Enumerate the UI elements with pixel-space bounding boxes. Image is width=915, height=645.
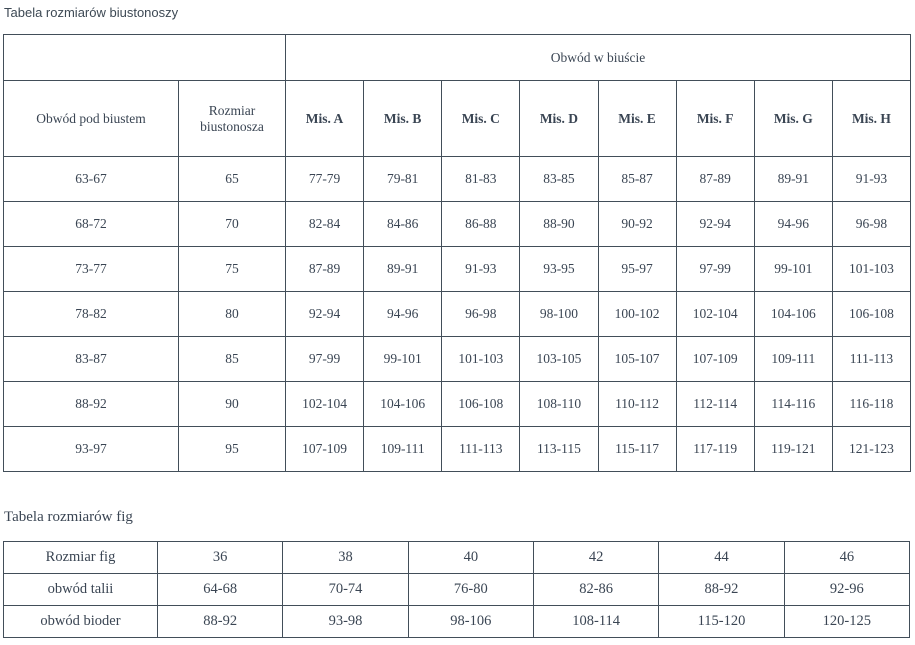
bra-table-cell: 93-97 (4, 427, 179, 472)
bra-table-cell: 96-98 (832, 202, 910, 247)
bra-table-cell: 94-96 (754, 202, 832, 247)
bra-table-cell: 117-119 (676, 427, 754, 472)
bra-table-cell: 68-72 (4, 202, 179, 247)
cup-column-header-e: Mis. E (598, 81, 676, 157)
bra-size-table (3, 34, 911, 472)
bra-table-cell: 79-81 (364, 157, 442, 202)
fig-table-cell: 92-96 (784, 574, 909, 606)
bra-table-cell: 87-89 (676, 157, 754, 202)
bra-table-cell: 92-94 (286, 292, 364, 337)
fig-table-row-label: obwód bioder (4, 606, 158, 638)
bra-table-cell: 73-77 (4, 247, 179, 292)
cup-column-header-a: Mis. A (286, 81, 364, 157)
bra-table-row (4, 292, 911, 337)
bra-table-cell: 82-84 (286, 202, 364, 247)
bra-table-cell: 65 (179, 157, 286, 202)
bra-table-cell: 70 (179, 202, 286, 247)
bra-table-cell: 103-105 (520, 337, 598, 382)
fig-table-cell: 44 (659, 542, 784, 574)
bra-table-cell: 97-99 (676, 247, 754, 292)
bra-table-title: Tabela rozmiarów biustonoszy (4, 5, 179, 20)
underbust-column-header: Obwód pod biustem (4, 81, 179, 157)
bra-table-cell: 89-91 (754, 157, 832, 202)
fig-table-cell: 120-125 (784, 606, 909, 638)
bra-table-header (4, 35, 911, 157)
bra-table-row (4, 157, 911, 202)
bra-table-row (4, 382, 911, 427)
fig-table-cell: 76-80 (408, 574, 533, 606)
bra-table-cell: 111-113 (442, 427, 520, 472)
bra-table-cell: 95-97 (598, 247, 676, 292)
bra-table-body (4, 157, 911, 472)
bra-table-cell: 99-101 (754, 247, 832, 292)
bra-table-cell: 97-99 (286, 337, 364, 382)
fig-table-cell: 40 (408, 542, 533, 574)
bra-table-cell: 93-95 (520, 247, 598, 292)
fig-table-cell: 42 (533, 542, 658, 574)
bra-table-cell: 111-113 (832, 337, 910, 382)
bra-table-cell: 83-87 (4, 337, 179, 382)
bra-table-cell: 107-109 (286, 427, 364, 472)
bra-table-cell: 108-110 (520, 382, 598, 427)
bra-table-cell: 115-117 (598, 427, 676, 472)
bra-table-row (4, 247, 911, 292)
bra-table-cell: 85 (179, 337, 286, 382)
bra-table-cell: 94-96 (364, 292, 442, 337)
fig-table-body (4, 542, 910, 638)
bra-table-cell: 102-104 (676, 292, 754, 337)
bra-table-cell: 114-116 (754, 382, 832, 427)
fig-table-cell: 64-68 (158, 574, 283, 606)
bra-table-cell: 116-118 (832, 382, 910, 427)
bra-table-cell: 84-86 (364, 202, 442, 247)
bra-table-cell: 110-112 (598, 382, 676, 427)
fig-table-cell: 93-98 (283, 606, 408, 638)
bra-table-cell: 100-102 (598, 292, 676, 337)
fig-table-cell: 98-106 (408, 606, 533, 638)
bra-table-cell: 113-115 (520, 427, 598, 472)
bra-table-cell: 109-111 (364, 427, 442, 472)
bra-table-cell: 112-114 (676, 382, 754, 427)
bra-table-cell: 106-108 (832, 292, 910, 337)
bra-table-cell: 105-107 (598, 337, 676, 382)
cup-column-header-d: Mis. D (520, 81, 598, 157)
bra-table-cell: 106-108 (442, 382, 520, 427)
bra-table-cell: 119-121 (754, 427, 832, 472)
bra-table-cell: 109-111 (754, 337, 832, 382)
bra-table-cell: 102-104 (286, 382, 364, 427)
bra-table-corner-cell (4, 35, 286, 81)
fig-table-row (4, 542, 910, 574)
bra-table-cell: 89-91 (364, 247, 442, 292)
fig-table-row (4, 606, 910, 638)
bra-table-cell: 90 (179, 382, 286, 427)
cup-column-header-g: Mis. G (754, 81, 832, 157)
bra-table-cell: 88-90 (520, 202, 598, 247)
fig-table-cell: 70-74 (283, 574, 408, 606)
fig-table-title: Tabela rozmiarów fig (4, 509, 133, 525)
bra-table-row (4, 337, 911, 382)
bra-table-row (4, 202, 911, 247)
bra-table-cell: 96-98 (442, 292, 520, 337)
bra-table-cell: 121-123 (832, 427, 910, 472)
cup-column-header-h: Mis. H (832, 81, 910, 157)
bra-table-cell: 91-93 (832, 157, 910, 202)
bra-size-column-header: Rozmiar biustonosza (179, 81, 286, 157)
fig-table-row-label: Rozmiar fig (4, 542, 158, 574)
bra-table-cell: 81-83 (442, 157, 520, 202)
bra-table-cell: 83-85 (520, 157, 598, 202)
fig-table-cell: 115-120 (659, 606, 784, 638)
bra-table-cell: 86-88 (442, 202, 520, 247)
bra-table-cell: 85-87 (598, 157, 676, 202)
bra-table-row (4, 427, 911, 472)
cup-column-header-f: Mis. F (676, 81, 754, 157)
bra-table-cell: 98-100 (520, 292, 598, 337)
fig-table-cell: 88-92 (158, 606, 283, 638)
bra-table-cell: 107-109 (676, 337, 754, 382)
bra-table-cell: 90-92 (598, 202, 676, 247)
bust-circumference-group-header: Obwód w biuście (286, 35, 911, 81)
fig-table-cell: 38 (283, 542, 408, 574)
bra-table-cell: 101-103 (832, 247, 910, 292)
bra-table-cell: 78-82 (4, 292, 179, 337)
bra-table-cell: 104-106 (754, 292, 832, 337)
bra-table-cell: 91-93 (442, 247, 520, 292)
bra-table-cell: 104-106 (364, 382, 442, 427)
bra-table-cell: 92-94 (676, 202, 754, 247)
bra-table-cell: 75 (179, 247, 286, 292)
bra-table-cell: 87-89 (286, 247, 364, 292)
fig-table-cell: 82-86 (533, 574, 658, 606)
bra-table-column-header-row (4, 81, 911, 157)
cup-column-header-c: Mis. C (442, 81, 520, 157)
bra-table-cell: 99-101 (364, 337, 442, 382)
bra-table-cell: 95 (179, 427, 286, 472)
bra-table-cell: 101-103 (442, 337, 520, 382)
bra-table-cell: 77-79 (286, 157, 364, 202)
fig-table-cell: 88-92 (659, 574, 784, 606)
bra-table-group-header-row (4, 35, 911, 81)
fig-table-row (4, 574, 910, 606)
fig-size-table (3, 541, 910, 638)
fig-table-cell: 36 (158, 542, 283, 574)
fig-table-cell: 108-114 (533, 606, 658, 638)
fig-table-row-label: obwód talii (4, 574, 158, 606)
bra-table-cell: 88-92 (4, 382, 179, 427)
bra-table-cell: 80 (179, 292, 286, 337)
bra-table-cell: 63-67 (4, 157, 179, 202)
fig-table-cell: 46 (784, 542, 909, 574)
cup-column-header-b: Mis. B (364, 81, 442, 157)
